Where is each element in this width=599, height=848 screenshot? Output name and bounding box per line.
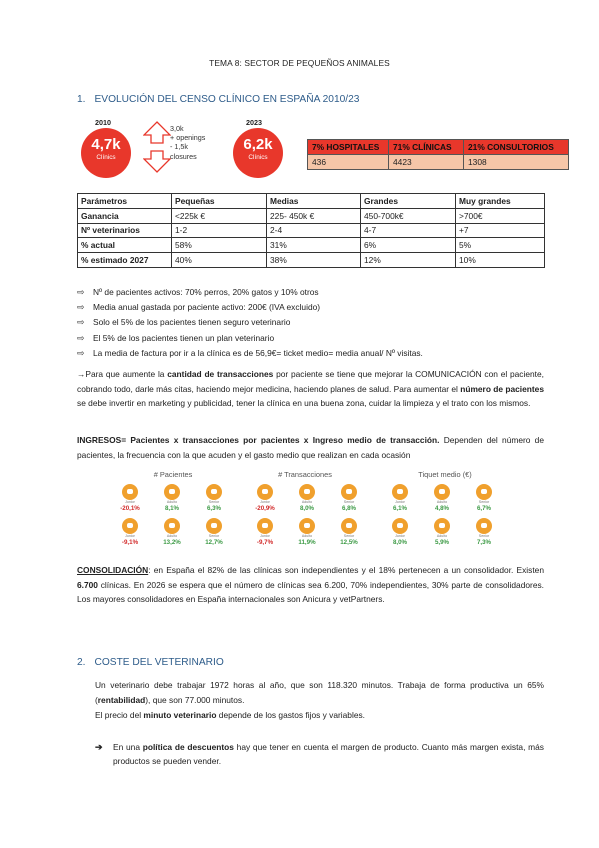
infographic-label: Tiquet medio (€) — [418, 470, 472, 479]
transactions-paragraph — [77, 367, 544, 411]
age-group-label: Junior — [125, 534, 135, 538]
list-item — [77, 346, 423, 361]
right-arrow-icon: ➔ — [95, 742, 103, 752]
table-header-cell: Grandes — [361, 194, 456, 209]
table-cell: 5% — [456, 238, 545, 253]
age-group-label: Adulto — [301, 534, 313, 538]
text-run-bold: política de descuentos — [142, 742, 234, 752]
table-cell: 40% — [172, 253, 267, 268]
dog-icon — [341, 484, 357, 500]
table-row-label: Ganancia — [78, 208, 172, 223]
cat-icon — [257, 518, 273, 534]
section-heading-1 — [77, 94, 359, 105]
table-row — [78, 253, 545, 268]
list-item-text: La media de factura por ir a la clínica es de 56,9€= ticket medio= media anual/ Nº visitas. — [93, 347, 423, 358]
age-group-label: Adulto — [301, 500, 313, 504]
growth-percent: 13,2% — [163, 539, 181, 546]
year-2010-label: 2010 — [95, 118, 111, 127]
text-run-bold: 6.700 — [77, 579, 98, 590]
growth-stat-cell — [334, 518, 364, 546]
table-cell: 31% — [267, 238, 361, 253]
cat-icon — [299, 518, 315, 534]
table-row — [78, 238, 545, 253]
list-item — [77, 285, 423, 300]
age-group-label: Junior — [395, 500, 405, 504]
growth-percent: 6,8% — [341, 505, 357, 512]
stats-header-cell: 71% CLÍNICAS — [389, 140, 464, 155]
list-item — [77, 315, 423, 330]
table-cell: 450-700k€ — [361, 208, 456, 223]
table-cell: 58% — [172, 238, 267, 253]
table-cell: +7 — [456, 223, 545, 238]
table-cell: 4-7 — [361, 223, 456, 238]
table-header-cell: Medias — [267, 194, 361, 209]
growth-infographic — [115, 470, 505, 552]
cat-icon — [122, 518, 138, 534]
stats-header-cell: 7% HOSPITALES — [308, 140, 389, 155]
list-item-text: Nº de pacientes activos: 70% perros, 20% gatos y 10% otros — [93, 287, 319, 297]
dog-icon — [164, 484, 180, 500]
cat-icon — [392, 518, 408, 534]
text-run: : en España el 82% de las clínicas son independientes y el 18% pertenecen a un consolidador. Existen — [148, 565, 544, 575]
age-group-label: Junior — [395, 534, 405, 538]
cat-icon — [164, 518, 180, 534]
text-run-bold: INGRESOS= Pacientes x transacciones por pacientes x Ingreso medio de transacción. — [77, 435, 440, 445]
growth-percent: 12,5% — [340, 539, 358, 546]
age-group-label: Senior — [478, 534, 490, 538]
growth-percent: -20,9% — [255, 505, 275, 512]
growth-percent: -9,1% — [121, 539, 139, 546]
dog-icon — [299, 484, 315, 500]
stats-value-cell: 436 — [308, 155, 389, 170]
table-row — [78, 223, 545, 238]
table-cell: 12% — [361, 253, 456, 268]
growth-percent: 6,3% — [206, 505, 222, 512]
growth-stat-cell — [292, 518, 322, 546]
growth-percent: 12,7% — [205, 539, 223, 546]
openings-label: + openings — [170, 133, 206, 143]
text-run: se debe invertir en marketing y publicidad, tener la clínica en una buena zona, cuidar la limpieza y el trato con los mismos. — [77, 398, 531, 409]
cat-icon — [206, 518, 222, 534]
text-run: Dependen del número de pacientes, la frecuencia con la que acuden y el gasto medio que realizan en cada ocasión — [77, 435, 544, 460]
arrow-bullet-icon: ⇨ — [77, 287, 85, 297]
growth-percent: 8,0% — [299, 505, 315, 512]
growth-stat-cell — [115, 484, 145, 512]
age-group-label: Adulto — [436, 500, 448, 504]
text-run: clínicas. En 2026 se espera que el número de clínicas sea 6.200, 70% independientes, 30% parte de consolidadores. Los mayores consolidadores en España internacionales son Anicura y vetPartners. — [77, 579, 544, 605]
age-group-label: Adulto — [166, 534, 178, 538]
dog-icon — [434, 484, 450, 500]
table-row-label: Nº veterinarios — [78, 223, 172, 238]
section-title: COSTE DEL VETERINARIO — [94, 657, 224, 668]
text-run: por paciente se tiene que mejorar la COMUNICACIÓN con el paciente, cobrando todo, darle más citas, haciendo mejor medicina, haciendo planes de salud. Para aumentar el — [77, 369, 544, 394]
text-run-bold: cantidad de transacciones — [167, 369, 274, 379]
closures-value: - 1,5k — [170, 142, 188, 152]
openings-closures-text — [170, 124, 205, 161]
growth-stat-cell — [469, 518, 499, 546]
list-item-text: El 5% de los pacientes tienen un plan veterinario — [93, 332, 275, 343]
growth-stat-cell — [157, 484, 187, 512]
discount-policy-text — [113, 740, 544, 769]
delta-total: 3,0k — [170, 124, 184, 133]
age-group-label: Senior — [343, 500, 355, 504]
section-title: EVOLUCIÓN DEL CENSO CLÍNICO EN ESPAÑA 2010/23 — [94, 94, 360, 105]
year-2023-label: 2023 — [246, 118, 262, 127]
age-group-label: Senior — [208, 534, 220, 538]
growth-stat-cell — [427, 484, 457, 512]
cat-icon — [434, 518, 450, 534]
cat-icon — [476, 518, 492, 534]
minute-price-paragraph — [95, 708, 544, 723]
age-group-label: Junior — [125, 500, 135, 504]
income-paragraph — [77, 433, 544, 462]
table-header-cell: Muy grandes — [456, 194, 545, 209]
growth-percent: 11,9% — [298, 539, 316, 546]
growth-stat-cell — [199, 518, 229, 546]
growth-percent: 4,8% — [434, 505, 450, 512]
census-2010-unit: Clínics — [96, 154, 116, 161]
growth-percent: 8,0% — [392, 539, 408, 546]
growth-percent: 7,3% — [476, 539, 492, 546]
text-run: Un veterinario debe trabajar 1972 horas al año, que son 118.320 minutos. Trabaja de forma productiva un 65% ( — [95, 680, 544, 705]
list-item-text: Media anual gastada por paciente activo: 200€ (IVA excluido) — [93, 302, 321, 313]
age-group-label: Senior — [478, 500, 490, 504]
text-run: depende de los gastos fijos y variables. — [216, 710, 365, 720]
text-run: ), que son 77.000 minutos. — [145, 694, 245, 705]
arrow-bullet-icon: ⇨ — [77, 332, 85, 343]
list-item — [77, 331, 423, 346]
growth-stat-cell — [115, 518, 145, 546]
stats-value-cell: 1308 — [464, 155, 569, 170]
table-cell: >700€ — [456, 208, 545, 223]
table-cell: 38% — [267, 253, 361, 268]
growth-percent: 5,9% — [434, 539, 450, 546]
table-header-row — [78, 194, 545, 209]
census-2023-unit: Clínics — [248, 154, 268, 161]
age-group-label: Senior — [343, 534, 355, 538]
table-cell: <225k € — [172, 208, 267, 223]
growth-percent: -20,1% — [120, 505, 140, 512]
dog-icon — [206, 484, 222, 500]
growth-stat-cell — [385, 518, 415, 546]
table-row-label: % estimado 2027 — [78, 253, 172, 268]
census-2010-value: 4,7k — [91, 136, 121, 153]
arrow-bullet-icon: ⇨ — [77, 317, 85, 328]
stats-value-cell: 4423 — [389, 155, 464, 170]
infographic-label: # Transacciones — [278, 470, 332, 479]
dog-icon — [476, 484, 492, 500]
age-group-label: Senior — [208, 500, 220, 504]
text-run-bold: rentabilidad — [97, 694, 146, 705]
growth-stat-cell — [427, 518, 457, 546]
age-group-label: Adulto — [436, 534, 448, 538]
page-title: TEMA 8: SECTOR DE PEQUEÑOS ANIMALES — [209, 58, 390, 68]
table-header-cell: Parámetros — [78, 194, 172, 209]
growth-stat-cell — [250, 518, 280, 546]
growth-percent: -9,7% — [256, 539, 274, 546]
growth-percent: 6,7% — [476, 505, 492, 512]
text-run: hay que tener en cuenta el margen de producto. Cuanto más margen exista, más productos se pueden vender. — [113, 742, 544, 767]
age-group-label: Junior — [260, 534, 270, 538]
census-2010-circle — [81, 128, 131, 178]
list-item — [77, 300, 423, 315]
growth-stat-cell — [250, 484, 280, 512]
growth-stat-cell — [199, 484, 229, 512]
text-run: El precio del — [95, 710, 144, 720]
growth-stat-cell — [157, 518, 187, 546]
text-run-bold: número de pacientes — [460, 383, 545, 394]
section-number: 1. — [77, 94, 86, 105]
closures-label: closures — [170, 151, 197, 161]
parameters-table — [77, 193, 545, 268]
dog-icon — [257, 484, 273, 500]
list-item-text: Solo el 5% de los pacientes tienen seguro veterinario — [93, 317, 291, 328]
dog-icon — [392, 484, 408, 500]
discount-policy-item — [95, 740, 544, 769]
table-cell: 2-4 — [267, 223, 361, 238]
clinic-types-table — [307, 139, 569, 170]
consolidation-paragraph — [77, 563, 544, 607]
section-heading-2 — [77, 657, 224, 668]
age-group-label: Junior — [260, 500, 270, 504]
cost-paragraph — [95, 678, 544, 707]
arrow-bullet-icon: ⇨ — [77, 302, 85, 313]
growth-stat-cell — [469, 484, 499, 512]
section-number: 2. — [77, 657, 86, 668]
table-cell: 1-2 — [172, 223, 267, 238]
infographic-label: # Pacientes — [153, 470, 193, 479]
up-down-arrows-icon — [143, 121, 171, 173]
table-row — [78, 208, 545, 223]
age-group-label: Adulto — [166, 500, 178, 504]
growth-stat-cell — [385, 484, 415, 512]
table-cell: 225- 450k € — [267, 208, 361, 223]
cat-icon — [341, 518, 357, 534]
stats-header-cell: 21% CONSULTORIOS — [464, 140, 569, 155]
growth-stat-cell — [334, 484, 364, 512]
text-run: →Para que aumente la — [77, 369, 168, 379]
text-run-bold: minuto veterinario — [143, 710, 217, 720]
growth-percent: 6,1% — [392, 505, 408, 512]
text-run-bold: CONSOLIDACIÓN — [77, 565, 149, 575]
arrow-bullet-icon: ⇨ — [77, 347, 85, 358]
growth-stat-cell — [292, 484, 322, 512]
text-run: En una — [113, 742, 143, 752]
table-cell: 6% — [361, 238, 456, 253]
dog-icon — [122, 484, 138, 500]
census-2023-value: 6,2k — [243, 136, 273, 153]
table-header-cell: Pequeñas — [172, 194, 267, 209]
growth-percent: 8,1% — [164, 505, 180, 512]
table-cell: 10% — [456, 253, 545, 268]
bullet-list — [77, 285, 423, 361]
table-row-label: % actual — [78, 238, 172, 253]
census-2023-circle — [233, 128, 283, 178]
